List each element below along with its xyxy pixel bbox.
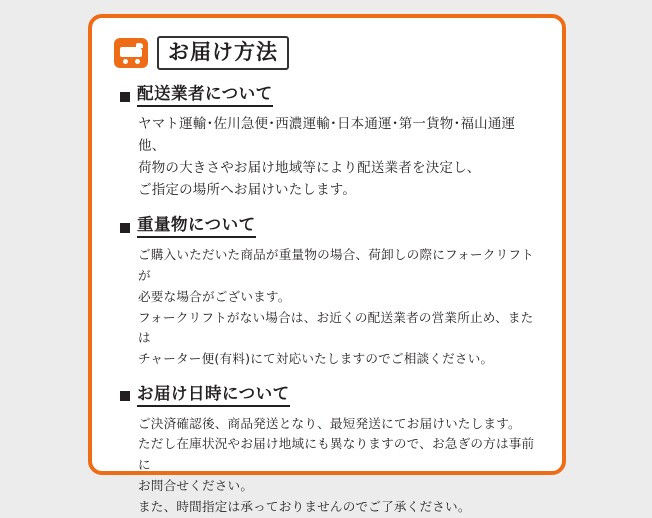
bullet-square-icon (120, 223, 130, 233)
section-heading-row (120, 384, 542, 407)
section-heading: お届け日時について (137, 384, 290, 407)
section-heavy-items (112, 215, 542, 369)
section-heading-row (120, 84, 542, 107)
section-heading-row (120, 215, 542, 238)
shipping-info-card (88, 14, 566, 514)
body-line: ただし在庫状況やお届け地域にも異なりますので、お急ぎの方は事前に (138, 436, 535, 473)
truck-body-shape (120, 47, 142, 57)
body-line: ヤマト運輸･佐川急便･西濃運輸･日本通運･第一貨物･福山通運他、 (138, 116, 516, 154)
body-line: 必要な場合がございます。 (138, 288, 291, 304)
truck-wheel-rear-shape (135, 59, 140, 64)
bullet-square-icon (120, 92, 130, 102)
section-heading: 重量物について (137, 215, 256, 238)
section-body (138, 245, 542, 370)
section-delivery-datetime (112, 384, 542, 518)
section-heading: 配送業者について (137, 84, 273, 107)
body-line: 荷物の大きさやお届け地域等により配送業者を決定し、 (138, 159, 481, 176)
body-line: お問合せください。 (138, 477, 254, 493)
delivery-truck-icon (114, 38, 148, 68)
truck-wheel-front-shape (123, 59, 128, 64)
card-title-row (114, 36, 542, 70)
body-line: また、時間指定は承っておりませんのでご了承ください。 (138, 498, 471, 514)
section-body (138, 114, 542, 201)
section-delivery-carriers (112, 84, 542, 201)
section-body (138, 414, 542, 518)
bullet-square-icon (120, 391, 130, 401)
body-line: ご決済確認後、商品発送となり、最短発送にてお届けいたします。 (138, 415, 521, 431)
body-line: ご指定の場所へお届けいたします。 (138, 181, 357, 198)
body-line: ご購入いただいた商品が重量物の場合、荷卸しの際にフォークリフトが (138, 247, 534, 284)
body-line: フォークリフトがない場合は、お近くの配送業者の営業所止め、または (138, 309, 534, 346)
body-line: チャーター便(有料)にて対応いたしますのでご相談ください。 (138, 351, 494, 367)
page-title: お届け方法 (157, 36, 289, 70)
